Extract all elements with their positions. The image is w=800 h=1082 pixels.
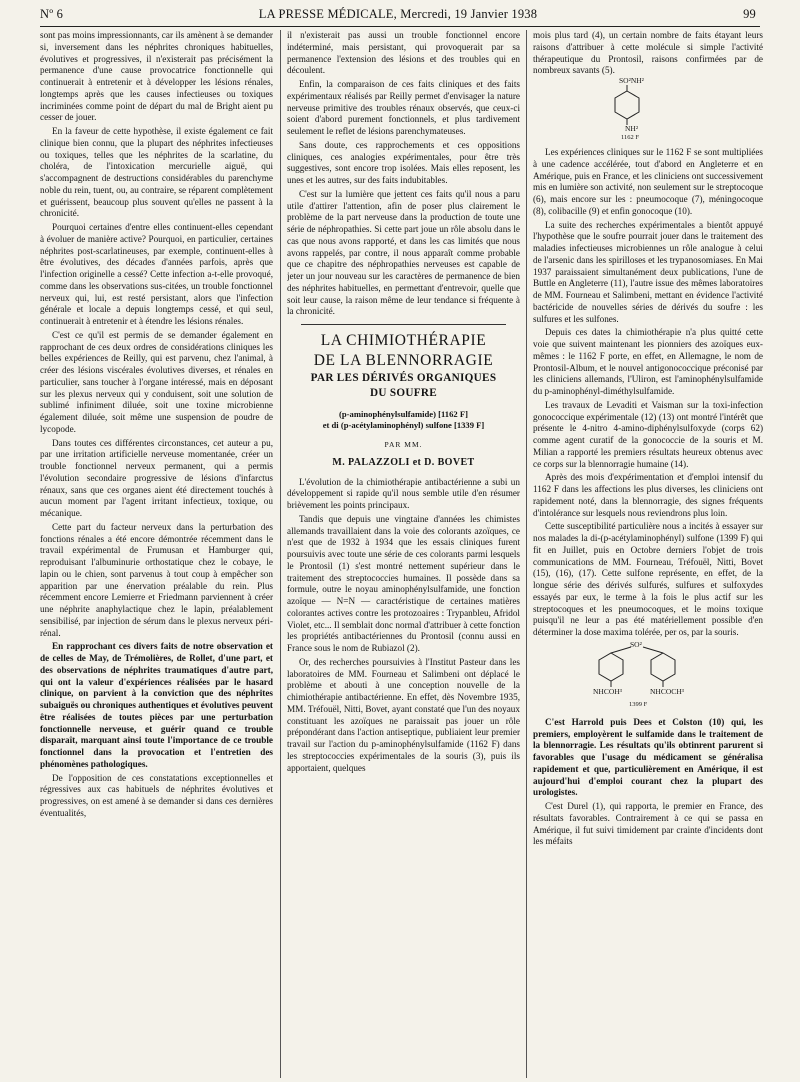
article-separator (301, 324, 506, 325)
compound-code: 1399 F (629, 700, 648, 708)
authors: M. PALAZZOLI et D. BOVET (332, 456, 475, 468)
article-heading (287, 331, 520, 469)
issue-number: Nº 6 (40, 7, 64, 21)
diphenyl-sulfone-diagram (533, 641, 763, 711)
paragraph: En rapprochant ces divers faits de notre observation et de celles de May, de Trémolières, de Rollet, d'une part, et des observations de néphrites traumatiques d'autre part, qui ont la valeur d'expériences réalisées par le hasard clinique, on parvient à la conviction que des néphrites subaiguës ou chroniques authentiques et évolutives peuvent être réalisées de toutes pièces par une perturbation fonctionnelle nerveuse, et guérir quand ce trouble disparaît, marquant ainsi toute l'importance de ce trouble fonctionnel dans la provocation et l'entretien des phénomènes pathologiques. (40, 641, 273, 769)
paragraph: Sans doute, ces rapprochements et ces oppositions cliniques, ces analogies expérimentales, pour être très suggestives, sont encore trop isolées. Mais elles reposent, les unes et les autres, sur des faits indubitables. (287, 139, 520, 185)
compound-line: (p-aminophénylsulfamide) [1162 F] (339, 409, 468, 419)
paragraph: En la faveur de cette hypothèse, il existe également ce fait clinique bien connu, que la plupart des néphrites infectieuses ou toxiques, telles que les néphrites de la scarlatine, du choléra, de l'intoxication mercurielle aiguë, qui s'accompagnent de destructions considérables du parenchyme noble du rein, tuent, ou, au contraire, se réparent complètement et guérissent, beaucoup plus souvent qu'elles ne passent à la chronicité. (40, 126, 273, 219)
column-2 (287, 30, 520, 1078)
article-subtitle-line: DU SOUFRE (369, 387, 438, 399)
column-3 (533, 30, 763, 1078)
paragraph: il n'existerait pas aussi un trouble fonctionnel encore indéterminé, mais persistant, qui provoquerait par sa permanence l'extension des lésions et des troubles qui en découlent. (287, 30, 520, 76)
formula-group-label: SO²NH² (619, 76, 644, 85)
article-subtitle-line: PAR LES DÉRIVÉS ORGANIQUES (310, 372, 497, 384)
paragraph: C'est Harrold puis Dees et Colston (10) qui, les premiers, employèrent le sulfamide dans le traitement de la blennorragie. Les résultats qu'ils obtinrent parurent si favorables que l'usage du médicament se généralisa rapidement et que, particulièrement en Amérique, il est aujourd'hui d'emploi courant chez la plupart des urologistes. (533, 716, 763, 798)
column-divider (280, 30, 281, 1078)
paragraph: Après des mois d'expérimentation et d'emploi intensif du 1162 F dans les affections les plus diverses, les cliniciens ont rapidement noté, dans la blennorragie, des signes fréquents d'intolérance sur lesquels nous reviendrons plus loin. (533, 472, 763, 518)
paragraph: Or, des recherches poursuivies à l'Institut Pasteur dans les laboratoires de MM. Fourneau et Salimbeni ont déplacé le problème et abouti à une conception nouvelle de la chimiothérapie antibactérienne. En effet, dès Novembre 1935, MM. Tréfouël, Nitti, Bovet, ayant constaté que l'un des noyaux constituant les azoïques ne paraissait pas jouer un rôle prépondérant dans l'action antiseptique, publiaient leur premier travail sur l'action du p-aminophénylsulfamide (1162 F) dans les streptococcies expérimentales de la souris (3), puis ils apportaient, quelques (287, 656, 520, 773)
compound-line: et di (p-acétylaminophényl) sulfone [1339 F] (322, 420, 485, 430)
paragraph: La suite des recherches expérimentales a bientôt appuyé l'hypothèse que le soufre pourrait jouer dans le traitement des maladies infectieuses microbiennes un rôle analogue à celui de l'arsenic dans les spirilloses et les trypanosomiases. En Mai 1937 paraissaient simultanément deux publications, l'une de Buttle en Angleterre (11), l'autre issue des mêmes laboratoires de MM. Fourneau et Salimbeni, mettant en évidence l'activité bactéricide de nouvelles séries de dérivés du soufre : les sulfures et les sulfones. (533, 219, 763, 324)
compound-code: 1162 F (621, 134, 639, 141)
paragraph: C'est ce qu'il est permis de se demander également en rapprochant de ces deux ordres de considérations cliniques les belles expériences de Reilly, qui est parvenu, chez l'animal, à créer des lésions viscérales évolutives diverses, et rénales en particulier, sans toucher à l'organe intéressé, mais en déposant sur les plexus nerveux qui y conduisent, soit une solution de sublimé infiniment diluée, soit une toxine microbienne également diluée, soit même une suspension de poudre de lycopode. (40, 329, 273, 434)
paragraph: sont pas moins impressionnants, car ils amènent à se demander si, inversement dans les néphrites chroniques habituelles, évolutives et progressives, il n'existerait pas précisément la permanence d'une cause provocatrice fonctionnelle qui continuerait à entretenir et à développer les lésions rénales, longtemps après que les causes infectieuses ou toxiques incriminées comme point de départ du mal de Bright aient pu cesser de jouer. (40, 30, 273, 123)
paragraph: Les expériences cliniques sur le 1162 F se sont multipliées à une cadence accélérée, tout d'abord en Angleterre et en Amérique, puis en France, et les cliniciens ont successivement mis en lumière son activité, non seulement sur le streptocoque (6), mais encore sur les : pneumocoque (7), méningocoque (8), colibacille (9) et enfin gonocoque (10). (533, 147, 763, 216)
formula-group-label: NH² (625, 124, 639, 133)
formula-group-label: SO² (630, 639, 642, 649)
paragraph: Cette part du facteur nerveux dans la perturbation des fonctions rénales a été encore démontrée récemment dans le travail expérimental de Frumusan et Hamburger qui, reproduisant l'albuminurie orthostatique chez le cobaye, le lapin ou le chien, sont parvenus à tout coup à empêcher son apparition par une énervation préalable du rein. Plus récemment encore Lemierre et Friedmann parviennent à créer une néphrite anaphylactique chez le lapin, préalablement sensibilisé, par injection de sérum dans le plexus nerveux péri-rénal. (40, 521, 273, 638)
paragraph: Cette susceptibilité particulière nous a incités à essayer sur nos malades la di-(p-acétylaminophényl) sulfone (1399 F) qui fit en Juillet, puis en Octobre derniers l'objet de trois communications de MM. Fourneau, Tréfouël, Nitti, Bovet (15), (16), (17). Cette sulfone représente, en effet, de la longue série des dérivés sulfurés, sulfures et sulfoxydes essayés par eux, le terme à la fois le plus actif sur les streptocoques et les pneumocoques, et le moins toxique puisqu'il ne leur a pas été matériellement possible d'en déterminer la dose maxima tolérée, per os, par la souris. (533, 521, 763, 637)
column-1 (40, 30, 273, 1078)
paragraph: Depuis ces dates la chimiothérapie n'a plus quitté cette voie que suivent maintenant les pionniers des azoïques eux-mêmes : le 1162 F porte, en effet, en Allemagne, le nom de Prontosil-Album, et le nouvel antigonococcique préconisé par les cliniciens allemands, l'Uliron, est l'aminophénylsulfamide du p-aminophényl-diméthylsulfamide. (533, 327, 763, 396)
paragraph: De l'opposition de ces constatations exceptionnelles et régressives aux cas habituels de néphrites évolutives et progressives, on est amené à se demander si dans ces dernières éventualités, (40, 772, 273, 818)
paragraph: Les travaux de Levaditi et Vaisman sur la toxi-infection gonococcique expérimentale (12) (13) ont montré l'intérêt que présente le 4-nitro 4-amino-diphénylsulfoxyde (corps 62) comme agent curatif de la gonococcie de la souris et M. Milian a rapporté les premiers résultats heureux obtenus avec ce corps sur la blennorragie humaine (14). (533, 399, 763, 469)
formula-group-label: NHCOH³ (593, 686, 622, 696)
paragraph: Tandis que depuis une vingtaine d'années les chimistes allemands travaillaient dans la voie des colorants azoïques, ce n'est que de 1932 à 1934 que les essais cliniques furent poursuivis avec toute une série de ces colorants parmi lesquels le Prontosil (1) s'est montré nettement supérieur dans le traitement des streptococcies humaines. Il possède dans sa formule, outre le noyau aminophénylsulfamide, une fonction azoïque — N=N — caractéristique de certaines matières colorantes actives contre les protozoaires : Trypanbleu, Afridol Violet, etc... Il semblait donc normal d'attribuer à cette fonction les propriétés antibactériennes du Prontosil (connu aussi en France sous le nom de Rubiazol (2). (287, 513, 520, 653)
byline-par: PAR MM. (384, 440, 423, 449)
paragraph: C'est sur la lumière que jettent ces faits qu'il nous a paru utile d'attirer l'attention, afin de poser plus clairement le problème de la part nerveuse dans la production de toute une série de néphropathies. Si cette part joue un rôle absolu dans le cas que nous avons rapporté, et dans les cas limités que nous avons rappelés, par contre, il nous apparaît comme probable que ce chapitre des néphropathies nerveuses est capable de jeter un jour nouveau sur les caractères de permanence de bien des néphrites habituelles, en permettant d'entrevoir, quelle que soit leur cause, la raison même de leur tendance si fréquente à la chronicité. (287, 188, 520, 317)
paragraph: mois plus tard (4), un certain nombre de faits étayant leurs raisons d'attribuer à cette molécule si simple l'activité thérapeutique du Prontosil, raisons confirmées par de nombreux savants (5). (533, 30, 763, 76)
formula-group-label: NHCOCH³ (650, 686, 684, 696)
header-rule (40, 26, 760, 27)
paragraph: C'est Durel (1), qui rapporta, le premier en France, des résultats favorables. Contrairement à ce qui se passa en Amérique, il fut suivi timidement par crainte d'incidents dont les méfaits (533, 801, 763, 847)
column-divider (526, 30, 527, 1078)
formula-1162f (533, 76, 763, 141)
formula-1399f (533, 641, 763, 711)
page-header (40, 4, 756, 26)
page-number: 99 (743, 7, 756, 21)
article-title-line: DE LA BLENNORRAGIE (313, 352, 494, 369)
paragraph: L'évolution de la chimiothérapie antibactérienne a subi un développement si rapide qu'il nous semble utile d'en résumer brièvement les points principaux. (287, 476, 520, 510)
paragraph: Pourquoi certaines d'entre elles continuent-elles cependant à évoluer de manière active? Pourquoi, en particulier, certaines néphrites post-scarlatineuses, par exemple, continuent-elles à être évolutives, des décades d'années parfois, après que l'infection originelle a cessé? Cette infection a-t-elle provoqué, comme dans les observations sus-citées, un trouble fonctionnel nerveux qui, lui, est resté persistant, alors que l'infection générale et locale a depuis longtemps cessé, et qui seul, continuerait à entretenir et à étendre les lésions rénales. (40, 222, 273, 326)
paragraph: Enfin, la comparaison de ces faits cliniques et des faits expérimentaux réalisés par Reilly permet d'envisager la nature nerveuse primitive des troubles rénaux observés, que ceux-ci soient d'abord purement fonctionnels, et plus tardivement seulement le reflet de lésions parenchymateuses. (287, 79, 520, 136)
article-title-line: LA CHIMIOTHÉRAPIE (320, 332, 487, 349)
paragraph: Dans toutes ces différentes circonstances, cet auteur a pu, par une irritation artificielle nerveuse momentanée, créer un trouble fonctionnel nerveux permanent, qui a permis l'évolution secondaire progressive de lésions d'infarctus rénaux, sans que ces organes aient été directement touchés à aucun moment par l'agent irritant infectieux, toxique, ou mécanique. (40, 437, 273, 518)
benzene-ring-diagram (533, 79, 763, 141)
journal-title: LA PRESSE MÉDICALE, Mercredi, 19 Janvier 1938 (258, 7, 538, 21)
